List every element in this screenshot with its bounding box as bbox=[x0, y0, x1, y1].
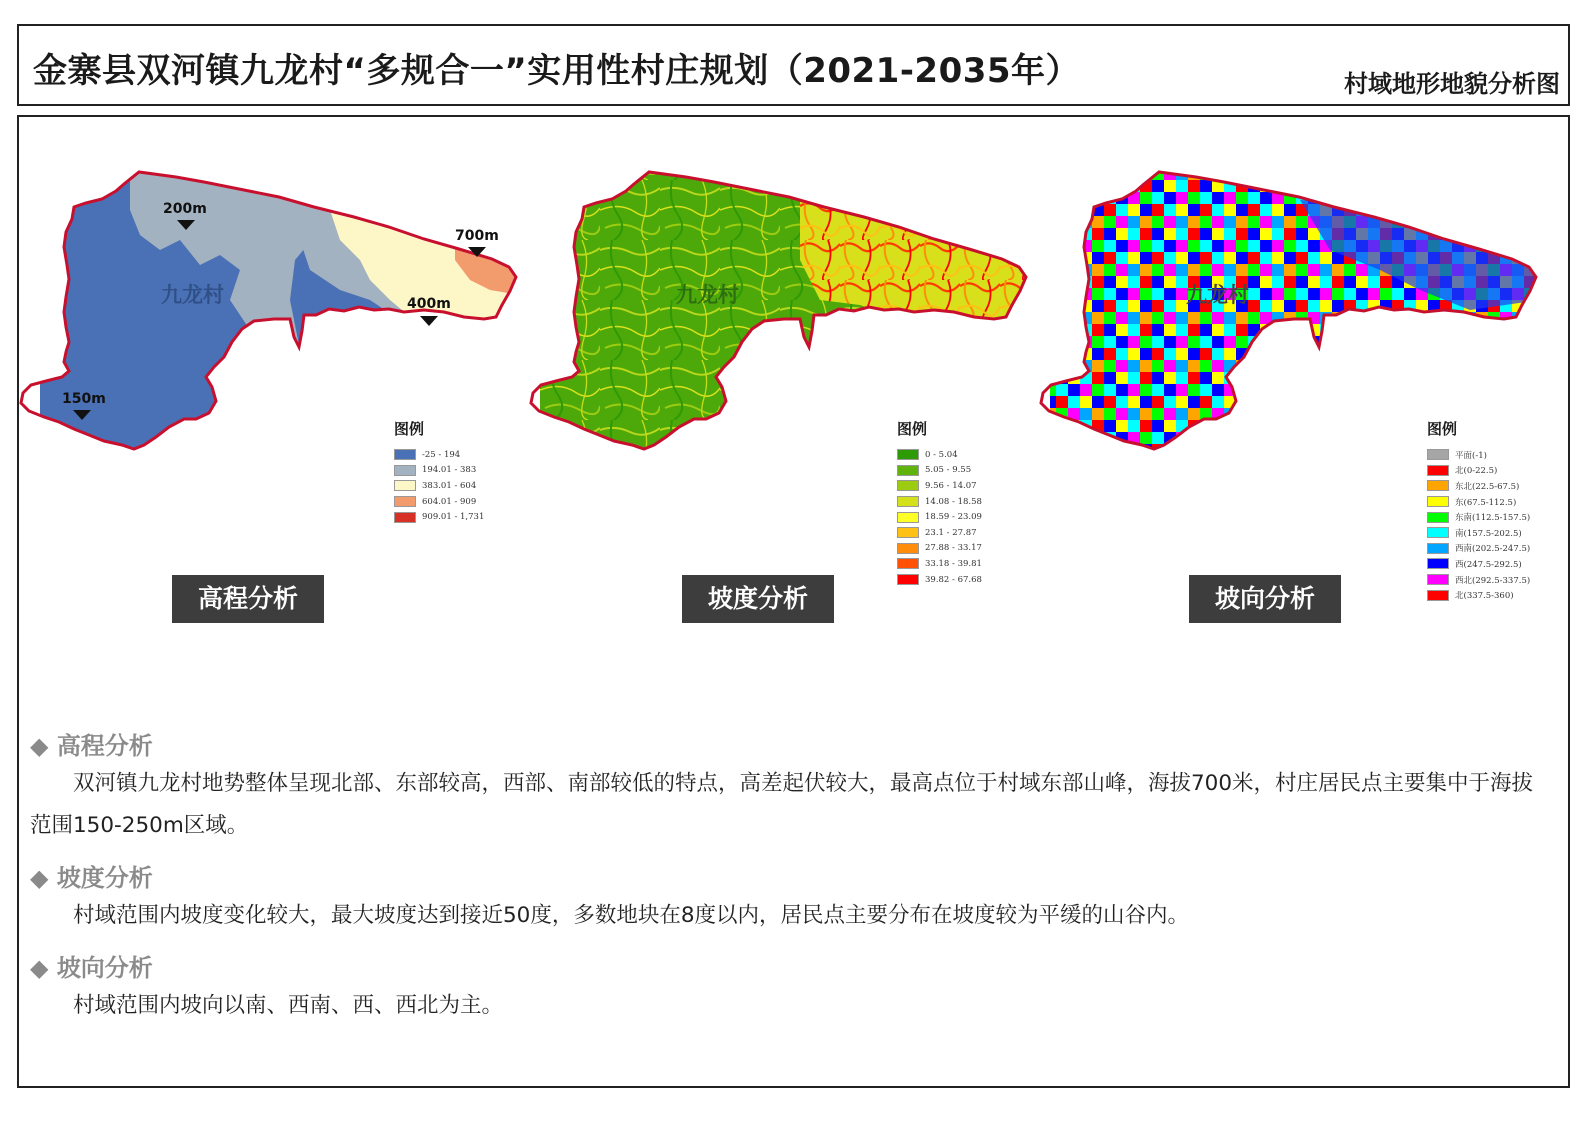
legend-swatch bbox=[897, 512, 919, 523]
elevation-legend-items bbox=[394, 447, 484, 525]
legend-swatch bbox=[1427, 543, 1449, 554]
legend-item bbox=[897, 447, 982, 463]
legend-swatch bbox=[897, 465, 919, 476]
legend-item bbox=[1427, 541, 1530, 557]
legend-item bbox=[394, 494, 484, 510]
legend-item bbox=[1427, 509, 1530, 525]
legend-label: 27.88 - 33.17 bbox=[925, 543, 982, 554]
legend-swatch bbox=[897, 480, 919, 491]
section-aspect-body: 村域范围内坡向以南、西南、西、西北为主。 bbox=[73, 993, 504, 1018]
legend-swatch bbox=[394, 465, 416, 476]
aspect-panel-label: 坡向分析 bbox=[1189, 575, 1341, 623]
legend-item bbox=[1427, 572, 1530, 588]
legend-label: 西南(202.5-247.5) bbox=[1455, 544, 1531, 555]
legend-label: 0 - 5.04 bbox=[925, 449, 958, 460]
legend-swatch bbox=[1427, 496, 1449, 507]
legend-label: 39.82 - 67.68 bbox=[925, 574, 982, 585]
marker-200m: 200m bbox=[163, 201, 207, 217]
marker-400m-icon bbox=[420, 316, 438, 326]
section-aspect-heading: ◆ 坡向分析 bbox=[30, 954, 153, 982]
legend-item bbox=[897, 541, 982, 557]
marker-150m: 150m bbox=[62, 391, 106, 407]
legend-item bbox=[1427, 587, 1530, 603]
section-slope-heading: ◆ 坡度分析 bbox=[30, 864, 153, 892]
legend-item bbox=[394, 463, 484, 479]
page-title: 金寨县双河镇九龙村“多规合一”实用性村庄规划（2021-2035年） bbox=[33, 51, 1081, 91]
legend-label: 平面(-1) bbox=[1455, 450, 1487, 461]
legend-label: 5.05 - 9.55 bbox=[925, 465, 972, 476]
aspect-legend-title: 图例 bbox=[1427, 420, 1458, 438]
legend-swatch bbox=[897, 574, 919, 585]
section-elevation-body: 双河镇九龙村地势整体呈现北部、东部较高，西部、南部较低的特点，高差起伏较大，最高点位于村域东部山峰，海拔700米，村庄居民点主要集中于海拔范围150-250m区域。 bbox=[30, 771, 1534, 838]
legend-swatch bbox=[897, 449, 919, 460]
legend-label: 604.01 - 909 bbox=[422, 496, 477, 507]
legend-swatch bbox=[1427, 480, 1449, 491]
section-aspect bbox=[30, 948, 1550, 1027]
legend-label: -25 - 194 bbox=[422, 449, 461, 460]
section-elevation-heading: ◆ 高程分析 bbox=[30, 732, 153, 760]
elevation-village-label: 九龙村 bbox=[161, 283, 224, 307]
legend-swatch bbox=[1427, 590, 1449, 601]
aspect-legend-items bbox=[1427, 447, 1530, 603]
slope-legend-title: 图例 bbox=[897, 420, 928, 438]
slope-village-label: 九龙村 bbox=[676, 283, 739, 307]
legend-item bbox=[1427, 494, 1530, 510]
section-slope bbox=[30, 858, 1550, 937]
legend-item bbox=[1427, 478, 1530, 494]
legend-label: 23.1 - 27.87 bbox=[925, 527, 977, 538]
legend-item bbox=[897, 494, 982, 510]
legend-item bbox=[394, 509, 484, 525]
aspect-village-label: 九龙村 bbox=[1186, 283, 1249, 307]
slope-legend bbox=[897, 418, 982, 587]
legend-item bbox=[1427, 525, 1530, 541]
legend-item bbox=[1427, 463, 1530, 479]
legend-label: 东南(112.5-157.5) bbox=[1455, 513, 1531, 524]
map-subtitle: 村域地形地貌分析图 bbox=[1344, 70, 1560, 98]
legend-item bbox=[1427, 556, 1530, 572]
elevation-panel-label: 高程分析 bbox=[172, 575, 324, 623]
legend-swatch bbox=[394, 512, 416, 523]
legend-label: 东北(22.5-67.5) bbox=[1455, 481, 1520, 492]
legend-label: 14.08 - 18.58 bbox=[925, 496, 982, 507]
marker-400m: 400m bbox=[407, 296, 451, 312]
legend-swatch bbox=[1427, 512, 1449, 523]
legend-label: 194.01 - 383 bbox=[422, 465, 477, 476]
legend-label: 西(247.5-292.5) bbox=[1455, 559, 1522, 570]
legend-swatch bbox=[897, 543, 919, 554]
legend-swatch bbox=[1427, 449, 1449, 460]
legend-swatch bbox=[1427, 558, 1449, 569]
legend-swatch bbox=[897, 527, 919, 538]
legend-swatch bbox=[1427, 465, 1449, 476]
legend-swatch bbox=[394, 480, 416, 491]
legend-item bbox=[897, 525, 982, 541]
legend-swatch bbox=[1427, 527, 1449, 538]
legend-item bbox=[394, 478, 484, 494]
section-slope-body: 村域范围内坡度变化较大，最大坡度达到接近50度，多数地块在8度以内，居民点主要分布在坡度较为平缓的山谷内。 bbox=[73, 903, 1190, 928]
section-elevation bbox=[30, 726, 1550, 847]
legend-item bbox=[897, 572, 982, 588]
legend-label: 33.18 - 39.81 bbox=[925, 558, 982, 569]
legend-swatch bbox=[1427, 574, 1449, 585]
legend-label: 南(157.5-202.5) bbox=[1455, 528, 1522, 539]
legend-item bbox=[897, 509, 982, 525]
legend-label: 9.56 - 14.07 bbox=[925, 480, 977, 491]
legend-swatch bbox=[394, 496, 416, 507]
aspect-legend bbox=[1427, 418, 1530, 603]
legend-item bbox=[897, 478, 982, 494]
legend-item bbox=[1427, 447, 1530, 463]
legend-label: 909.01 - 1,731 bbox=[422, 512, 485, 523]
slope-panel-label: 坡度分析 bbox=[682, 575, 834, 623]
legend-label: 北(0-22.5) bbox=[1455, 466, 1498, 477]
elevation-legend-title: 图例 bbox=[394, 420, 425, 438]
legend-label: 北(337.5-360) bbox=[1455, 591, 1514, 602]
legend-item bbox=[897, 556, 982, 572]
legend-label: 18.59 - 23.09 bbox=[925, 512, 982, 523]
legend-item bbox=[897, 463, 982, 479]
legend-label: 383.01 - 604 bbox=[422, 480, 477, 491]
legend-swatch bbox=[394, 449, 416, 460]
legend-item bbox=[394, 447, 484, 463]
elevation-legend bbox=[394, 418, 484, 525]
legend-label: 东(67.5-112.5) bbox=[1455, 497, 1517, 508]
marker-700m: 700m bbox=[455, 228, 499, 244]
legend-swatch bbox=[897, 496, 919, 507]
slope-legend-items bbox=[897, 447, 982, 587]
legend-label: 西北(292.5-337.5) bbox=[1455, 575, 1531, 586]
legend-swatch bbox=[897, 558, 919, 569]
